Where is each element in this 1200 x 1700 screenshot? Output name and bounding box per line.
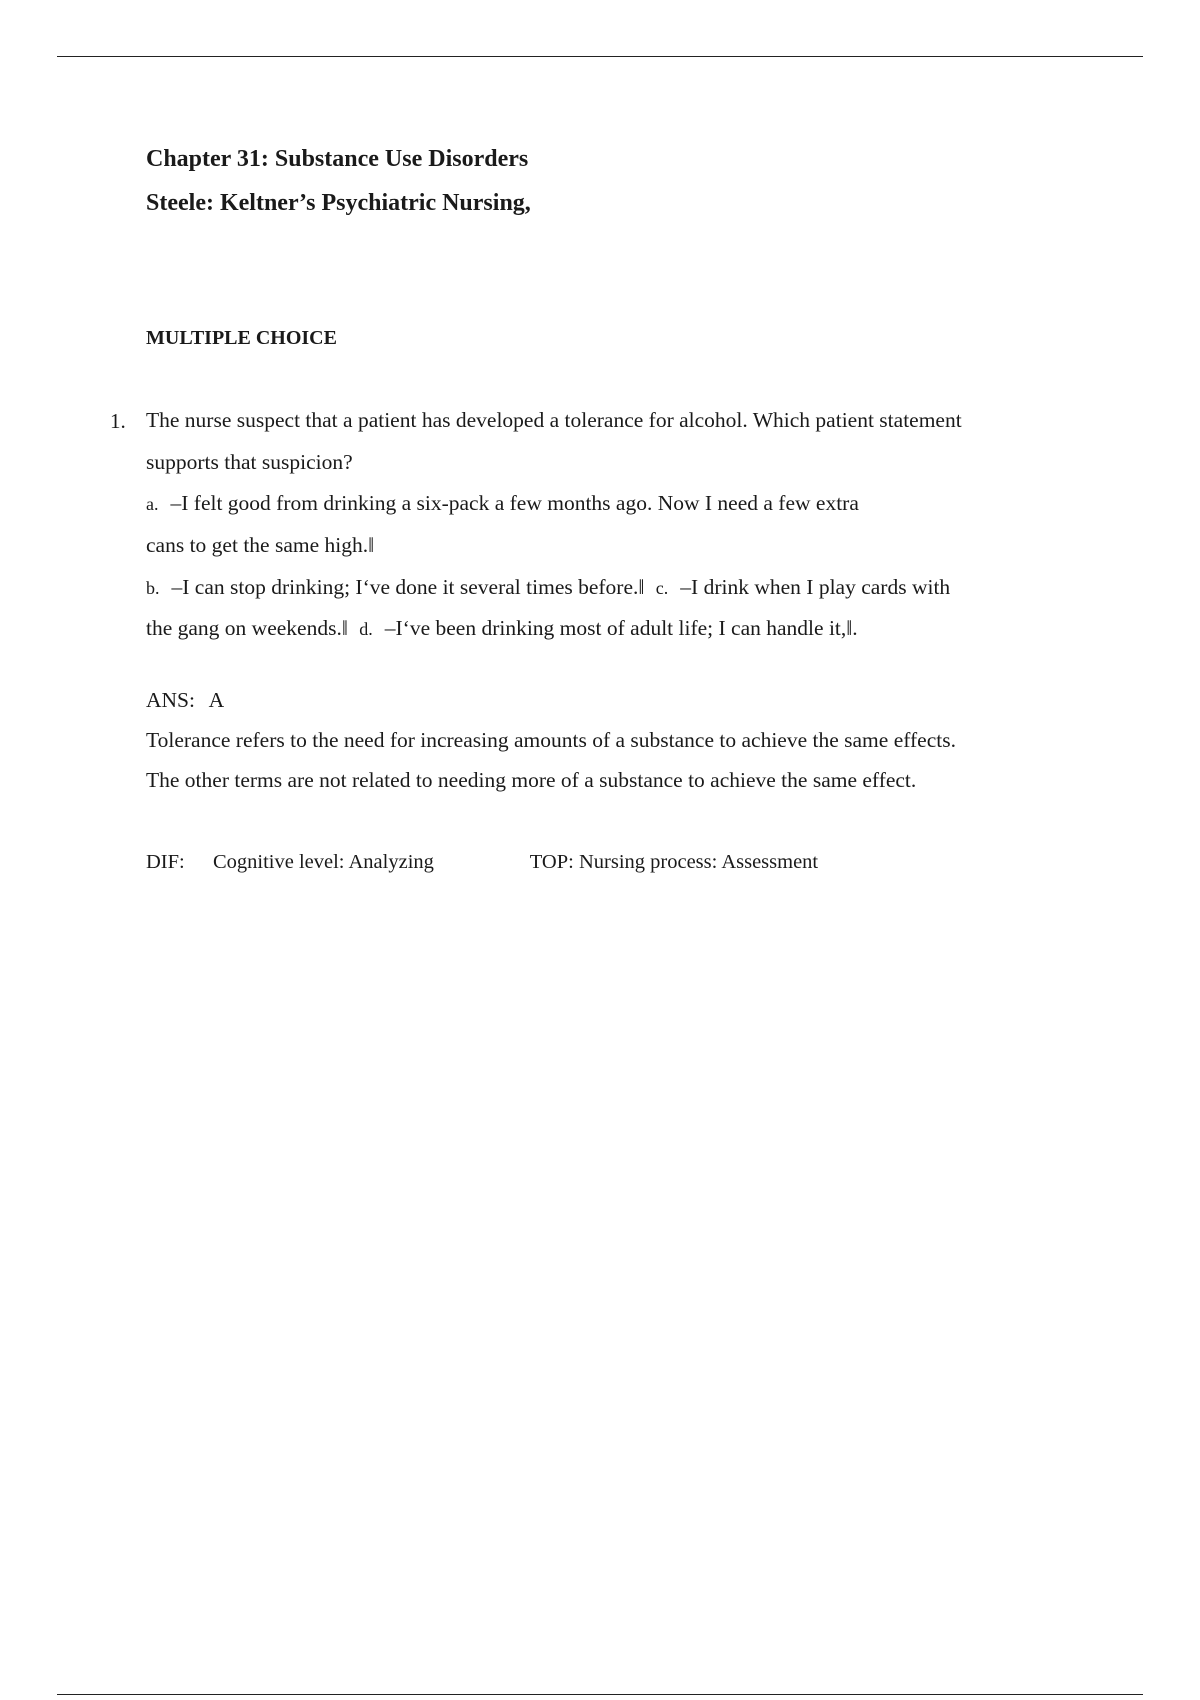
option-b-label: b. <box>146 578 160 598</box>
option-d-text: –I‘ve been drinking most of adult life; I can handle it,‖. <box>384 616 858 640</box>
option-a-label: a. <box>146 494 159 514</box>
option-a <box>146 491 859 516</box>
option-c-text-continued: the gang on weekends.‖ <box>146 616 348 640</box>
answer-label: ANS: <box>146 688 195 712</box>
metadata-line <box>146 851 818 874</box>
book-title: Steele: Keltner’s Psychiatric Nursing, <box>146 190 531 216</box>
option-d-label: d. <box>359 619 373 639</box>
dif-label: DIF: <box>146 851 185 873</box>
top-label: TOP: <box>529 851 574 873</box>
option-a-text: –I felt good from drinking a six-pack a few months ago. Now I need a few extra <box>170 491 859 515</box>
option-c-label: c. <box>655 578 669 598</box>
section-heading: MULTIPLE CHOICE <box>146 327 337 349</box>
options-c-d <box>146 616 858 641</box>
chapter-title: Chapter 31: Substance Use Disorders <box>146 146 529 172</box>
top-value: Nursing process: Assessment <box>578 851 819 873</box>
answer-line <box>146 688 224 713</box>
option-b-text: –I can stop drinking; I‘ve done it several times before.‖ <box>171 575 645 599</box>
rationale-line1: Tolerance refers to the need for increasing amounts of a substance to achieve the same effects. <box>146 728 956 752</box>
top-rule <box>57 56 1143 57</box>
answer-value: A <box>208 688 225 712</box>
question-stem-line2: supports that suspicion? <box>146 450 353 474</box>
dif-value: Cognitive level: Analyzing <box>212 851 434 873</box>
question-number: 1. <box>110 409 126 433</box>
question-stem-line1: The nurse suspect that a patient has developed a tolerance for alcohol. Which patient statement <box>146 408 962 432</box>
rationale-line2: The other terms are not related to needing more of a substance to achieve the same effect. <box>146 768 917 792</box>
option-a-continuation: cans to get the same high.‖ <box>146 533 375 557</box>
bottom-rule <box>57 1694 1143 1695</box>
options-b-c <box>146 575 950 600</box>
option-c-text: –I drink when I play cards with <box>680 575 951 599</box>
